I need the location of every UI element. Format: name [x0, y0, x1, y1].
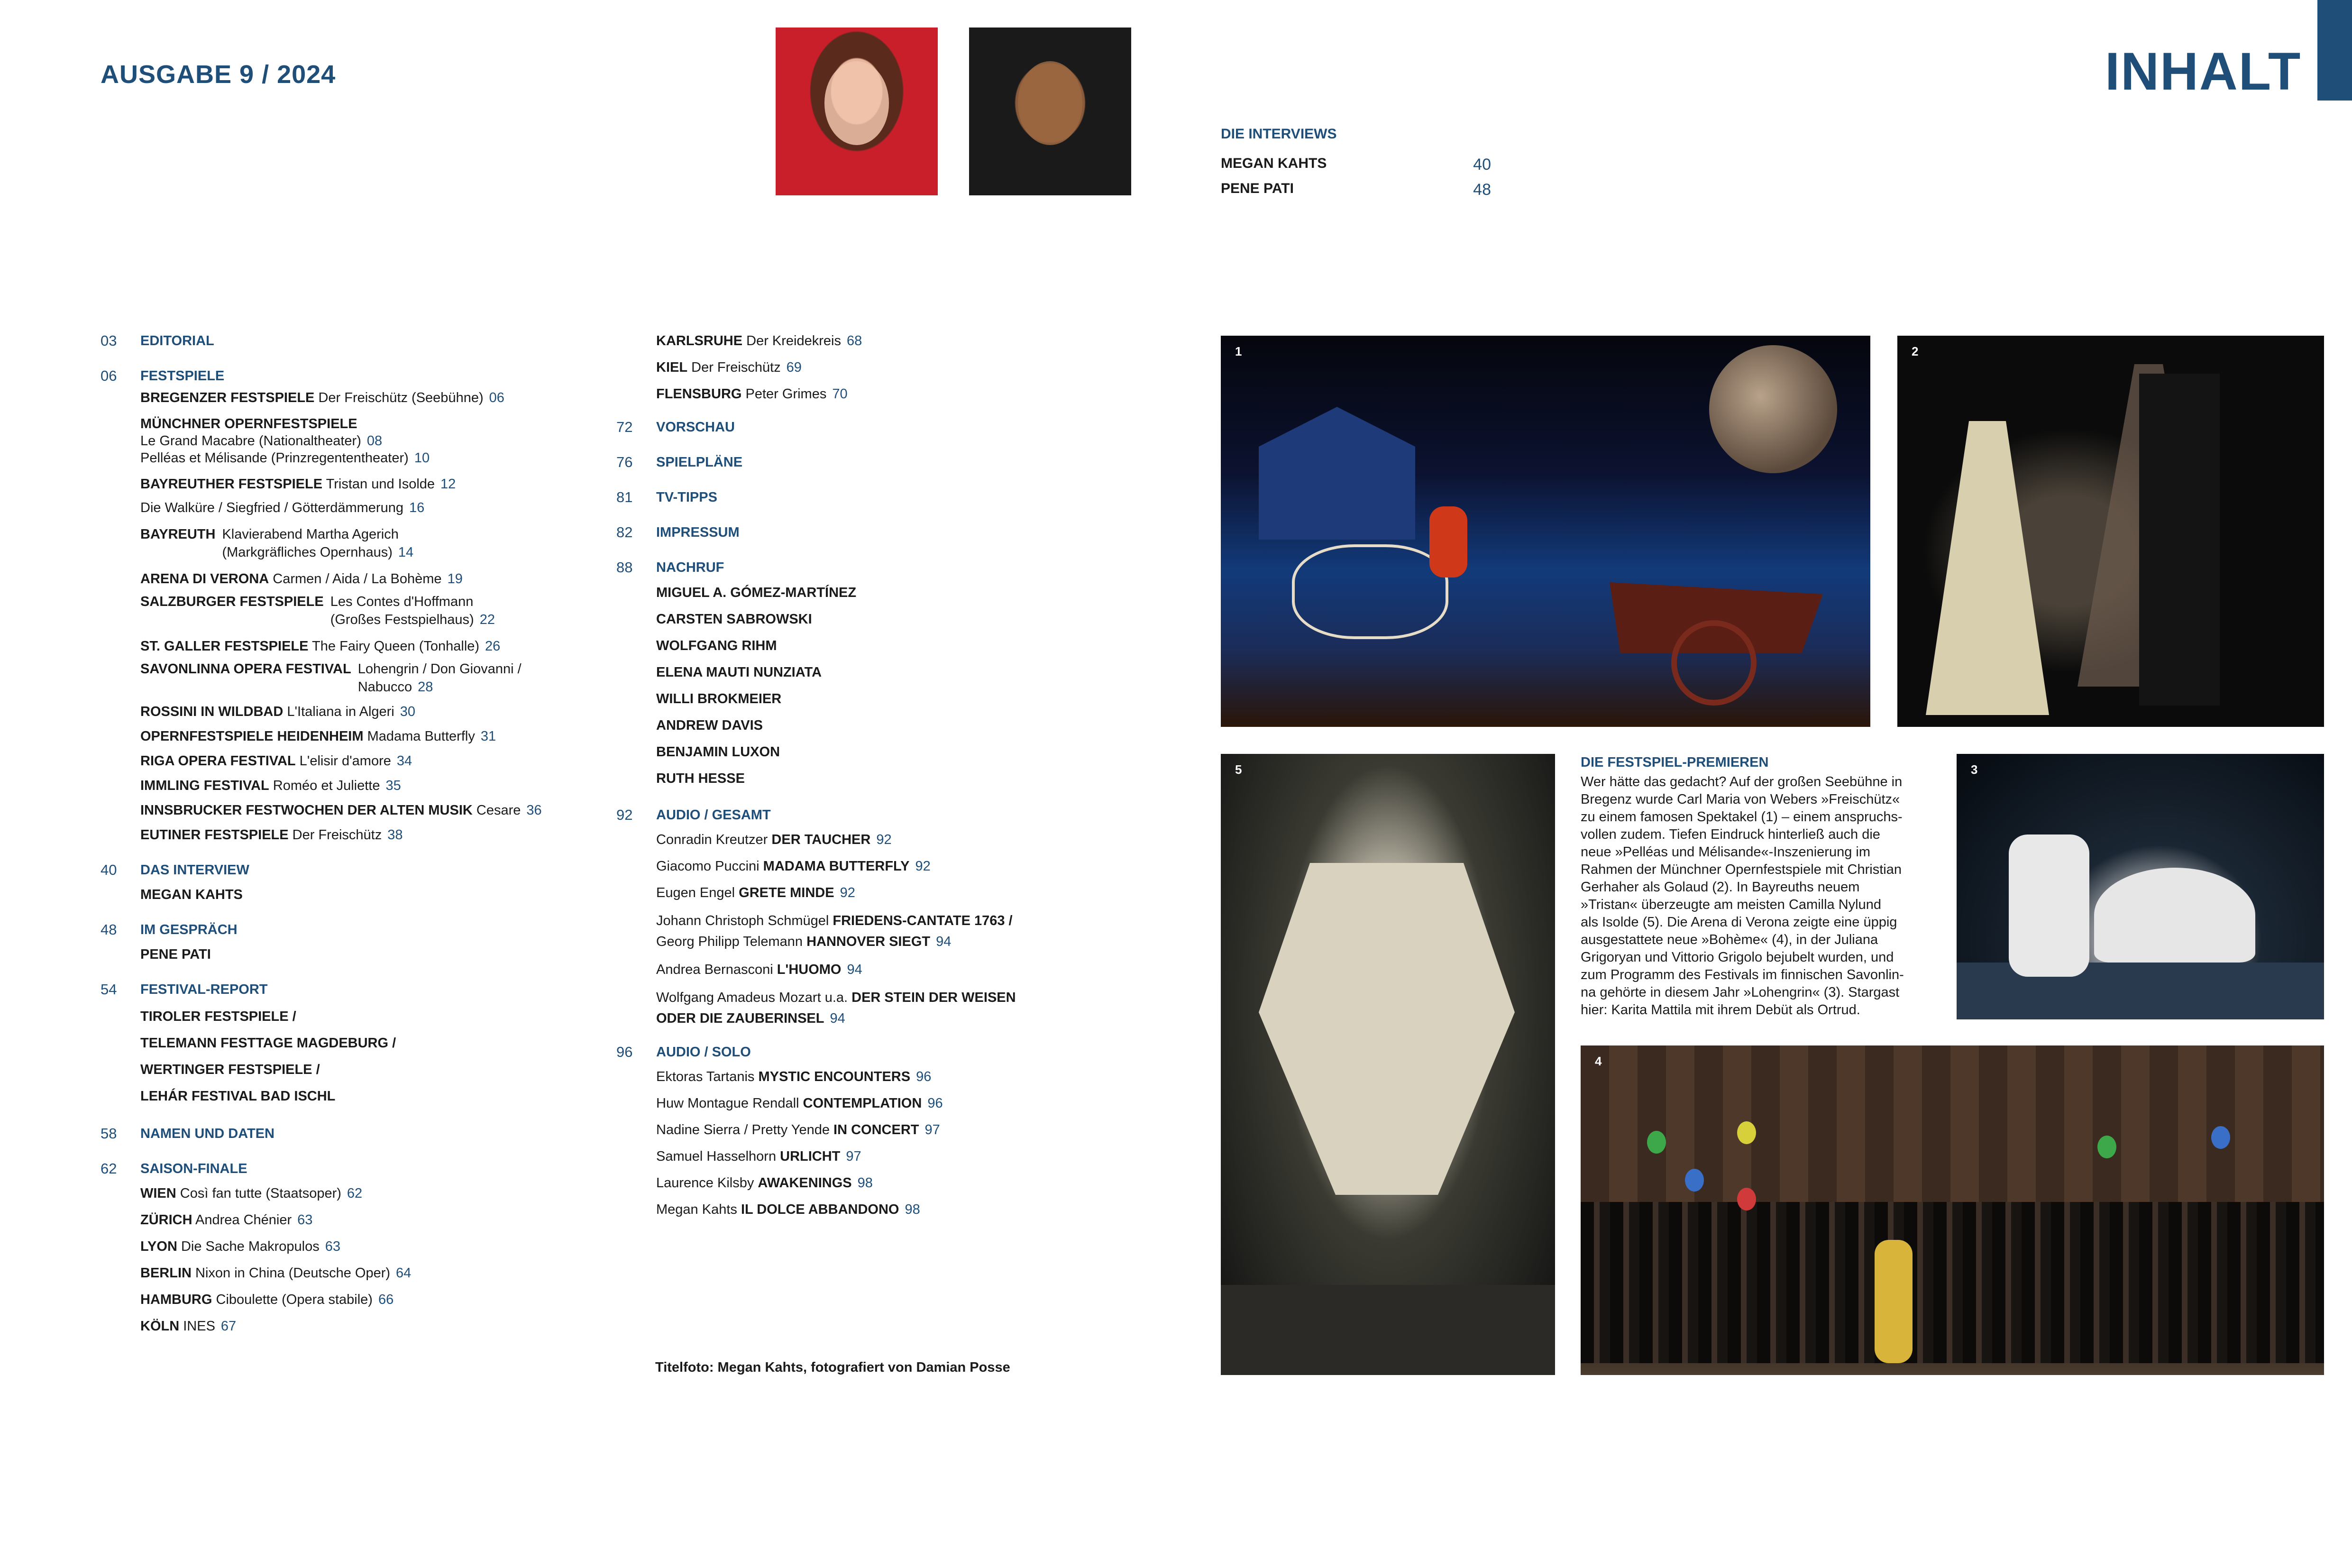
- nachruf-name[interactable]: MIGUEL A. GÓMEZ-MARTÍNEZ: [656, 585, 857, 600]
- boy-shape: [2009, 834, 2089, 977]
- section-number: 62: [101, 1160, 117, 1177]
- entry-bold: URLICHT: [780, 1149, 841, 1164]
- interview-page: 48: [1473, 181, 1491, 199]
- entry-text: Così fan tutte (Staatsoper): [180, 1186, 341, 1201]
- entry-bold: IMMLING FESTIVAL: [140, 778, 269, 793]
- premieren-caption: [1581, 754, 1931, 1019]
- entry-text: (Großes Festspielhaus): [330, 612, 474, 627]
- entry-text: Die Walküre / Siegfried / Götterdämmerung: [140, 500, 403, 515]
- entry-page: 34: [396, 753, 412, 769]
- entry-page: 06: [489, 390, 504, 405]
- entry-composer: Johann Christoph Schmügel: [656, 913, 829, 928]
- entry-page: 08: [366, 433, 383, 449]
- entry-text: Roméo et Juliette: [273, 778, 380, 793]
- entry-text: Lohengrin / Don Giovanni /: [357, 661, 522, 677]
- entry-bold: ARENA DI VERONA: [140, 571, 269, 587]
- nachruf-name[interactable]: WILLI BROKMEIER: [656, 691, 782, 706]
- toc-section-impressum[interactable]: [616, 523, 1090, 541]
- toc-entry[interactable]: [616, 1068, 1090, 1086]
- entry-page: 92: [876, 832, 892, 847]
- entry-bold: PENE PATI: [140, 947, 211, 962]
- entry-bold: KIEL: [656, 360, 688, 375]
- interview-row[interactable]: [1221, 156, 1505, 174]
- entry-bold: AWAKENINGS: [758, 1175, 852, 1191]
- entry-bold: DER STEIN DER WEISEN: [851, 990, 1016, 1005]
- entry-text: Tristan und Isolde: [326, 477, 435, 492]
- toc-entry[interactable]: [101, 703, 613, 721]
- floor-shape: [1221, 1285, 1555, 1375]
- caption-line: Bregenz wurde Carl Maria von Webers »Freischütz«: [1581, 792, 1900, 807]
- toc-entry[interactable]: [616, 884, 1090, 902]
- house-shape: [1259, 407, 1415, 540]
- entry-page: 94: [830, 1011, 845, 1026]
- section-title: FESTSPIELE: [140, 368, 225, 384]
- entry-page: 70: [832, 386, 848, 402]
- entry-bold: MADAMA BUTTERFLY: [763, 859, 910, 874]
- toc-section-audio-gesamt[interactable]: [616, 806, 1090, 824]
- entry-page: 92: [840, 885, 855, 900]
- entry-page: 94: [936, 934, 952, 949]
- entry-text: Peter Grimes: [745, 386, 827, 402]
- toc-entry[interactable]: [616, 358, 1090, 376]
- entry-page: 28: [418, 679, 433, 695]
- interview-name: MEGAN KAHTS: [1221, 156, 1327, 171]
- toc-entry[interactable]: [101, 1264, 613, 1282]
- entry-bold: SAVONLINNA OPERA FESTIVAL: [140, 661, 351, 677]
- portrait-megan-kahts: [776, 28, 938, 195]
- toc-entry[interactable]: [101, 1211, 613, 1229]
- entry-page: 63: [297, 1212, 313, 1228]
- toc-entry[interactable]: [616, 910, 1090, 952]
- section-title: NAMEN UND DATEN: [140, 1126, 275, 1141]
- entry-text: Cesare: [476, 803, 521, 818]
- toc-entry[interactable]: [101, 1003, 613, 1110]
- entry-bold: BREGENZER FESTSPIELE: [140, 390, 315, 405]
- nachruf-name[interactable]: RUTH HESSE: [656, 771, 745, 786]
- entry-page: 38: [387, 827, 403, 843]
- gown-shape: [1926, 421, 2049, 715]
- balloon-shape: [1737, 1188, 1756, 1210]
- entry-bold: ROSSINI IN WILDBAD: [140, 704, 284, 719]
- entry-bold: FLENSBURG: [656, 386, 742, 402]
- caption-line: zum Programm des Festivals im finnischen Savonlin-: [1581, 967, 1904, 982]
- entry-text: Carmen / Aida / La Bohème: [273, 571, 442, 587]
- entry-page: 63: [325, 1239, 340, 1254]
- balloon-shape: [1647, 1131, 1666, 1154]
- entry-composer: Georg Philipp Telemann: [656, 934, 803, 949]
- entry-page: 97: [846, 1149, 861, 1164]
- entry-bold: EUTINER FESTSPIELE: [140, 827, 289, 843]
- entry-composer: Ektoras Tartanis: [656, 1069, 755, 1084]
- caption-line: na gehörte in diesem Jahr »Lohengrin« (3). Stargast: [1581, 985, 1900, 1000]
- entry-text: L'elisir d'amore: [299, 753, 391, 769]
- entry-bold: MEGAN KAHTS: [140, 887, 243, 902]
- toc-entry[interactable]: [616, 857, 1090, 875]
- toc-column-1: [101, 332, 613, 1335]
- entry-text: Klavierabend Martha Agerich: [222, 527, 399, 542]
- entry-composer: Conradin Kreutzer: [656, 832, 768, 847]
- dress-shape: [1259, 863, 1515, 1195]
- nachruf-name[interactable]: BENJAMIN LUXON: [656, 744, 780, 760]
- entry-bold: DER TAUCHER: [771, 832, 871, 847]
- section-title: AUDIO / SOLO: [656, 1045, 751, 1060]
- entry-bold: MYSTIC ENCOUNTERS: [758, 1069, 911, 1084]
- toc-entry[interactable]: [101, 945, 613, 963]
- section-number: 72: [616, 419, 633, 435]
- section-title: AUDIO / GESAMT: [656, 807, 771, 823]
- toc-entry[interactable]: [101, 660, 613, 696]
- toc-entry[interactable]: [616, 1174, 1090, 1192]
- portrait-pene-pati: [969, 28, 1131, 195]
- entry-text: Der Freischütz: [292, 827, 382, 843]
- caption-line: ausgestattete neue »Bohème« (4), in der Juliana: [1581, 932, 1878, 947]
- toc-entry[interactable]: [101, 826, 613, 844]
- entry-bold: ZÜRICH: [140, 1212, 192, 1228]
- corner-accent-bar: [2317, 0, 2352, 101]
- entry-bold: ODER DIE ZAUBERINSEL: [656, 1011, 824, 1026]
- entry-text: Nabucco: [357, 679, 412, 695]
- entry-bold: WIEN: [140, 1186, 176, 1201]
- caption-line: hier: Karita Mattila mit ihrem Debüt als Ortrud.: [1581, 1002, 1860, 1018]
- photo-pelleas: [1897, 336, 2324, 727]
- crowd-shape: [1581, 1202, 2324, 1363]
- toc-column-2: [616, 332, 1090, 1219]
- toc-section-editorial[interactable]: [101, 332, 613, 350]
- entry-page: 94: [847, 962, 862, 977]
- entry-page: 22: [479, 612, 495, 627]
- entry-bold: FRIEDENS-CANTATE 1763 /: [833, 913, 1013, 928]
- toc-entry[interactable]: [101, 637, 613, 655]
- entry-bold: CONTEMPLATION: [803, 1096, 922, 1111]
- balloon-shape: [1685, 1169, 1704, 1192]
- entry-bold: L'HUOMO: [777, 962, 842, 977]
- toc-entry[interactable]: [101, 1238, 613, 1256]
- swan-shape: [2094, 868, 2255, 963]
- toc-section-festival-report[interactable]: [101, 981, 613, 999]
- toc-entry[interactable]: [101, 1317, 613, 1335]
- toc-section-vorschau[interactable]: [616, 418, 1090, 436]
- toc-entry[interactable]: [101, 777, 613, 795]
- toc-section-das-interview[interactable]: [101, 861, 613, 879]
- caption-body: [1581, 773, 1931, 1019]
- caption-line: als Isolde (5). Die Arena di Verona zeigte eine üppig: [1581, 915, 1897, 930]
- balloon-shape: [1737, 1121, 1756, 1144]
- section-number: 76: [616, 454, 633, 470]
- entry-bold: OPERNFESTSPIELE HEIDENHEIM: [140, 729, 364, 744]
- toc-section-festspiele[interactable]: [101, 367, 613, 385]
- section-title: TV-TIPPS: [656, 490, 717, 505]
- entry-composer: Huw Montague Rendall: [656, 1096, 799, 1111]
- photo-number: 4: [1595, 1054, 1602, 1068]
- entry-text: The Fairy Queen (Tonhalle): [312, 639, 480, 654]
- toc-entry[interactable]: [101, 593, 613, 629]
- man-shape: [2139, 374, 2220, 706]
- section-title: FESTIVAL-REPORT: [140, 982, 268, 997]
- photo-boheme-verona: [1581, 1045, 2324, 1375]
- entry-text: Nixon in China (Deutsche Oper): [195, 1265, 391, 1281]
- entry-text: Pelléas et Mélisande (Prinzregententheater): [140, 450, 409, 466]
- section-number: 81: [616, 489, 633, 505]
- toc-entry[interactable]: [101, 389, 613, 407]
- entry-page: 96: [927, 1096, 943, 1111]
- cover-photo-credit: Titelfoto: Megan Kahts, fotografiert von Damian Posse: [655, 1360, 1010, 1375]
- toc-entry[interactable]: [101, 415, 613, 467]
- entry-bold: HANNOVER SIEGT: [806, 934, 931, 949]
- toc-entry[interactable]: [616, 385, 1090, 403]
- entry-bold: KARLSRUHE: [656, 333, 743, 348]
- entry-text: Le Grand Macabre (Nationaltheater): [140, 433, 361, 449]
- section-title: IMPRESSUM: [656, 525, 740, 540]
- caption-line: Gerhaher als Golaud (2). In Bayreuths neuem: [1581, 880, 1860, 895]
- toc-section-nachruf[interactable]: [616, 559, 1090, 577]
- entry-page: 16: [409, 500, 425, 515]
- caption-line: zu einem famosen Spektakel (1) – einem anspruchs-: [1581, 809, 1903, 825]
- entry-composer: Samuel Hasselhorn: [656, 1149, 777, 1164]
- entry-page: 64: [396, 1265, 412, 1281]
- entry-page: 96: [916, 1069, 932, 1084]
- toc-section-tv-tipps[interactable]: [616, 488, 1090, 506]
- entry-composer: Nadine Sierra / Pretty Yende: [656, 1122, 830, 1137]
- entry-bold: INNSBRUCKER FESTWOCHEN DER ALTEN MUSIK: [140, 803, 473, 818]
- entry-page: 14: [398, 545, 414, 560]
- nachruf-name[interactable]: CARSTEN SABROWSKI: [656, 612, 812, 627]
- toc-entry[interactable]: [101, 570, 613, 588]
- entry-composer: Laurence Kilsby: [656, 1175, 754, 1191]
- toc-entry[interactable]: [616, 1147, 1090, 1165]
- entry-composer: Andrea Bernasconi: [656, 962, 773, 977]
- section-number: 82: [616, 524, 633, 541]
- entry-page: 98: [905, 1202, 920, 1217]
- entry-page: 69: [786, 360, 802, 375]
- red-figure-shape: [1429, 506, 1467, 578]
- entry-text: Ciboulette (Opera stabile): [216, 1292, 373, 1307]
- section-number: 88: [616, 559, 633, 576]
- entry-text: (Markgräfliches Opernhaus): [222, 545, 393, 560]
- section-number: 40: [101, 862, 117, 878]
- entry-bold: BAYREUTHER FESTSPIELE: [140, 477, 323, 492]
- moon-shape: [1709, 345, 1837, 473]
- entry-bold: GRETE MINDE: [739, 885, 834, 900]
- toc-section-namen[interactable]: [101, 1125, 613, 1143]
- face-shape: [824, 61, 889, 145]
- toc-entry[interactable]: [616, 831, 1090, 849]
- entry-page: 62: [347, 1186, 363, 1201]
- entry-page: 98: [857, 1175, 873, 1191]
- entry-bold: IN CONCERT: [833, 1122, 919, 1137]
- entry-composer: Giacomo Puccini: [656, 859, 760, 874]
- issue-label: AUSGABE 9 / 2024: [101, 60, 336, 89]
- entry-text: Madama Butterfly: [367, 729, 475, 744]
- entry-bold: BAYREUTH: [140, 527, 216, 542]
- section-number: 96: [616, 1044, 633, 1060]
- entry-bold: SALZBURGER FESTSPIELE: [140, 594, 324, 609]
- interview-name: PENE PATI: [1221, 181, 1294, 196]
- page-title: INHALT: [2105, 42, 2302, 101]
- interview-row[interactable]: [1221, 181, 1505, 199]
- toc-entry[interactable]: [101, 801, 613, 819]
- yellow-dress-shape: [1875, 1240, 1913, 1363]
- toc-entry[interactable]: [616, 961, 1090, 979]
- entry-text: Andrea Chénier: [195, 1212, 292, 1228]
- photo-freischuetz-bregenz: [1221, 336, 1870, 727]
- caption-line: Grigoryan und Vittorio Grigolo bejubelt wurden, und: [1581, 950, 1894, 965]
- interviews-heading: DIE INTERVIEWS: [1221, 126, 1337, 142]
- entry-bold: MÜNCHNER OPERNFESTSPIELE: [140, 416, 357, 431]
- toc-entry[interactable]: [101, 499, 613, 517]
- toc-entry[interactable]: [101, 1184, 613, 1202]
- section-title: SPIELPLÄNE: [656, 455, 743, 470]
- entry-page: 19: [447, 571, 463, 587]
- entry-composer: Wolfgang Amadeus Mozart u.a.: [656, 990, 848, 1005]
- interviews-box: [1221, 126, 1505, 206]
- entry-text: Der Freischütz (Seebühne): [318, 390, 484, 405]
- entry-page: 66: [378, 1292, 394, 1307]
- entry-bold: IL DOLCE ABBANDONO: [741, 1202, 899, 1217]
- entry-page: 35: [385, 778, 401, 793]
- entry-page: 26: [485, 639, 501, 654]
- caption-line: »Tristan« überzeugte am meisten Camilla Nylund: [1581, 897, 1881, 912]
- toc-entry[interactable]: [616, 987, 1090, 1029]
- skeleton-horse-shape: [1292, 544, 1448, 639]
- entry-text: Der Kreidekreis: [746, 333, 841, 348]
- entry-text: Les Contes d'Hoffmann: [330, 594, 474, 609]
- entry-bold: BERLIN: [140, 1265, 192, 1281]
- nachruf-list: [616, 579, 1090, 792]
- entry-page: 30: [400, 704, 416, 719]
- entry-bold: KÖLN: [140, 1319, 180, 1334]
- section-number: 54: [101, 981, 117, 998]
- balloon-shape: [2097, 1136, 2116, 1158]
- toc-entry[interactable]: [101, 1291, 613, 1309]
- section-number: 06: [101, 367, 117, 384]
- section-number: 48: [101, 921, 117, 938]
- report-line: WERTINGER FESTSPIELE /: [140, 1062, 320, 1077]
- toc-section-audio-solo[interactable]: [616, 1043, 1090, 1061]
- entry-page: 31: [480, 729, 496, 744]
- balloon-shape: [2211, 1126, 2230, 1149]
- section-title: EDITORIAL: [140, 333, 214, 348]
- caption-line: Wer hätte das gedacht? Auf der großen Seebühne in: [1581, 774, 1903, 789]
- nachruf-name[interactable]: ELENA MAUTI NUNZIATA: [656, 665, 822, 680]
- photo-number: 2: [1912, 344, 1919, 358]
- section-title: SAISON-FINALE: [140, 1161, 247, 1176]
- toc-entry[interactable]: [616, 332, 1090, 350]
- section-number: 03: [101, 332, 117, 349]
- toc-entry[interactable]: [101, 727, 613, 745]
- toc-entry[interactable]: [101, 752, 613, 770]
- toc-entry[interactable]: [101, 525, 613, 561]
- entry-text: Der Freischütz: [691, 360, 781, 375]
- entry-page: 68: [846, 333, 862, 348]
- entry-bold: HAMBURG: [140, 1292, 212, 1307]
- entry-bold: LYON: [140, 1239, 177, 1254]
- nachruf-name[interactable]: ANDREW DAVIS: [656, 718, 763, 733]
- report-line: TIROLER FESTSPIELE /: [140, 1009, 296, 1024]
- entry-bold: RIGA OPERA FESTIVAL: [140, 753, 296, 769]
- wheel-shape: [1671, 620, 1757, 706]
- entry-composer: Eugen Engel: [656, 885, 735, 900]
- entry-page: 12: [440, 477, 456, 492]
- face-shape: [1018, 61, 1083, 145]
- toc-entry[interactable]: [616, 1201, 1090, 1219]
- caption-line: neue »Pelléas und Mélisande«-Inszenierung im: [1581, 844, 1870, 860]
- report-line: LEHÁR FESTIVAL BAD ISCHL: [140, 1089, 336, 1104]
- report-line: TELEMANN FESTTAGE MAGDEBURG /: [140, 1036, 396, 1051]
- caption-line: Rahmen der Münchner Opernfestspiele mit Christian: [1581, 862, 1902, 877]
- entry-page: 97: [924, 1122, 940, 1137]
- section-number: 92: [616, 807, 633, 823]
- entry-composer: Megan Kahts: [656, 1202, 737, 1217]
- toc-entry[interactable]: [101, 475, 613, 493]
- toc-entry[interactable]: [616, 1094, 1090, 1112]
- photo-tristan: [1221, 754, 1555, 1375]
- entry-page: 36: [526, 803, 542, 818]
- section-title: IM GESPRÄCH: [140, 922, 238, 937]
- photo-number: 1: [1235, 344, 1242, 358]
- toc-section-im-gespraech[interactable]: [101, 921, 613, 939]
- photo-number: 3: [1971, 762, 1978, 777]
- entry-text: L'Italiana in Algeri: [287, 704, 394, 719]
- caption-line: vollen zudem. Tiefen Eindruck hinterließ auch die: [1581, 827, 1880, 842]
- entry-page: 67: [220, 1319, 237, 1334]
- interview-page: 40: [1473, 156, 1491, 174]
- entry-text: INES: [183, 1319, 215, 1334]
- toc-entry[interactable]: [616, 1121, 1090, 1139]
- entry-text: Die Sache Makropulos: [181, 1239, 320, 1254]
- caption-heading: DIE FESTSPIEL-PREMIEREN: [1581, 755, 1769, 770]
- toc-entry[interactable]: [101, 886, 613, 904]
- entry-bold: ST. GALLER FESTSPIELE: [140, 639, 309, 654]
- section-title: DAS INTERVIEW: [140, 862, 249, 878]
- photo-number: 5: [1235, 762, 1242, 777]
- nachruf-name[interactable]: WOLFGANG RIHM: [656, 638, 777, 653]
- photo-lohengrin: [1957, 754, 2324, 1019]
- section-title: NACHRUF: [656, 560, 724, 575]
- section-number: 58: [101, 1125, 117, 1142]
- entry-page: 10: [414, 450, 430, 466]
- section-title: VORSCHAU: [656, 420, 735, 435]
- entry-page: 92: [915, 859, 931, 874]
- toc-section-spielplaene[interactable]: [616, 453, 1090, 471]
- stage-shape: [1957, 963, 2324, 1019]
- toc-section-saison-finale[interactable]: [101, 1160, 613, 1178]
